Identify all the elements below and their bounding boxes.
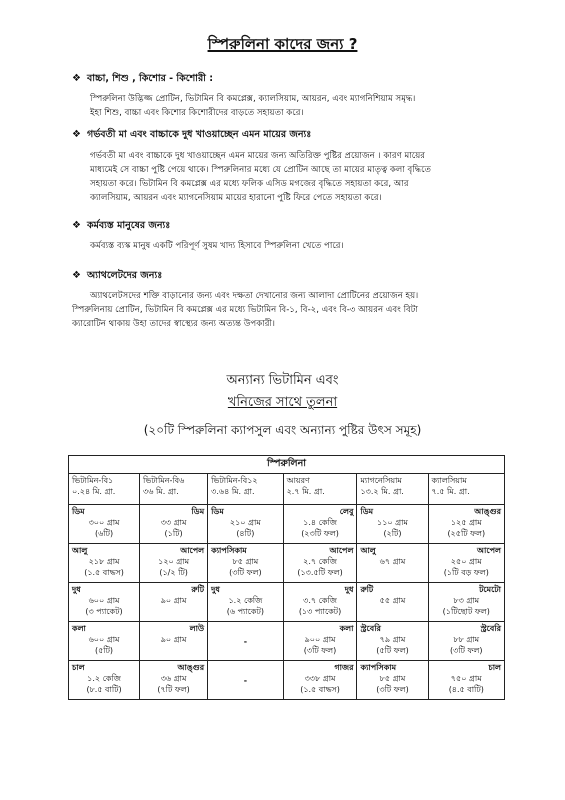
cell-name: দুধ [72, 585, 81, 594]
table-row [69, 544, 505, 583]
table-row [69, 583, 505, 622]
cell-name: - [243, 675, 248, 685]
comparison-caption: (২০টি স্পিরুলিনা ক্যাপসুল এবং অন্যান্য পুষ্টির উৎস সমূহ) [143, 423, 422, 437]
section-body [90, 239, 505, 253]
vitamin-amount: ২.৭ মি. গ্রা. [286, 487, 325, 496]
table-cell [357, 583, 428, 622]
cell-note: (৫টি ফল) [376, 646, 409, 655]
table-cell [69, 544, 140, 583]
cell-note: (৩ প্যাকেট) [85, 607, 123, 616]
cell-qty: ৬৭ গ্রাম [379, 557, 406, 566]
comparison-subtitle [0, 370, 565, 414]
cell-qty: ১.২ কেজি [228, 596, 263, 605]
table-cell [357, 505, 428, 544]
table-cell [69, 661, 140, 700]
cell-qty: ২৫০ গ্রাম [450, 557, 482, 566]
cell-name: আপেল [477, 546, 501, 555]
table-cell [283, 661, 357, 700]
vitamin-name: ভিটামিন-বি১ [72, 476, 114, 485]
section-heading: ❖ বাচ্চা, শিশু , কিশোর - কিশোরী : [72, 73, 213, 84]
cell-note: (৩টি ফল) [229, 568, 262, 577]
bullet-icon: ❖ [72, 73, 81, 84]
table-cell [140, 505, 208, 544]
cell-name: টমেটো [479, 585, 501, 594]
table-cell [208, 622, 283, 661]
vitamin-cell [428, 474, 504, 505]
table-header-row [69, 456, 505, 474]
table-cell [428, 622, 504, 661]
page-title: স্পিরুলিনা কাদের জন্য ? [207, 35, 358, 53]
vitamin-amount: ৩.৬৪ মি. গ্রা. [211, 487, 255, 496]
cell-qty: ৯০০ গ্রাম [304, 635, 336, 644]
vitamin-name: ক্যালসিয়াম [431, 476, 467, 485]
vitamin-amount: ৩৬ মি. গ্রা. [143, 487, 179, 496]
cell-name: আঙ্গুর [474, 507, 501, 516]
vitamin-name: আয়রণ [286, 476, 310, 485]
cell-qty: ৬০০ গ্রাম [88, 596, 120, 605]
cell-name: ডিম [211, 507, 224, 516]
cell-name: - [243, 636, 248, 646]
cell-note: (১টি বড় ফল) [443, 568, 489, 577]
table-row [69, 505, 505, 544]
cell-name: আলু [360, 546, 376, 555]
bullet-icon: ❖ [72, 270, 81, 281]
cell-qty: ৫৫ গ্রাম [379, 596, 406, 605]
cell-qty: ৮৫ গ্রাম [232, 557, 259, 566]
cell-name: দুধ [344, 585, 354, 594]
cell-name: দুধ [211, 585, 220, 594]
cell-name: ডিম [360, 507, 374, 516]
cell-qty: ৮৮ গ্রাম [453, 635, 480, 644]
table-cell [428, 583, 504, 622]
cell-name: আপেল [180, 546, 205, 555]
section-body [72, 289, 508, 331]
cell-name: কলা [72, 624, 86, 633]
cell-name: আঙ্গুর [177, 663, 205, 672]
table-cell [69, 505, 140, 544]
body-line: ইহা শিশু, বাচ্চা এবং কিশোর কিশোরীদের বাড়তে সহায়তা করে। [90, 108, 304, 118]
cell-name: রুটি [360, 585, 374, 594]
table-cell [140, 661, 208, 700]
cell-note: (২টি) [383, 529, 402, 538]
section-heading: ❖ গর্ভবতী মা এবং বাচ্চাকে দুধ খাওয়াচ্ছেন এমন মায়ের জন্যঃ [72, 129, 312, 140]
table-cell [428, 544, 504, 583]
body-line: গর্ভবতী মা এবং বাচ্চাকে দুধ খাওয়াচ্ছেন এমন মায়ের জন্য অতিরিক্ত পুষ্টির প্রয়োজন । কারণ মায়ের [90, 151, 426, 161]
cell-note: (১৩ প্যাকেট) [298, 607, 342, 616]
table-cell [428, 505, 504, 544]
cell-note: (২৩টি ফল) [301, 529, 339, 538]
cell-name: আপেল [329, 546, 354, 555]
cell-name: লেবু [339, 507, 354, 516]
vitamin-row [69, 474, 505, 505]
vitamin-name: ম্যাগনেসিয়াম [360, 476, 402, 485]
body-line: ক্যালসিয়াম, আয়রন এবং ম্যাগনেসিয়াম মায়ের হারানো পুষ্টি ফিরে পেতে সহায়তা করে। [90, 193, 382, 203]
bullet-icon: ❖ [72, 129, 81, 140]
cell-qty: ৮৫ গ্রাম [379, 674, 406, 683]
cell-note: (১টি) [164, 529, 183, 538]
cell-note: (৬ প্যাকেট) [226, 607, 264, 616]
cell-name: আলু [72, 546, 88, 555]
subtitle-line: অন্যান্য ভিটামিন এবং [226, 373, 339, 388]
section-body [90, 149, 505, 205]
table-cell [69, 622, 140, 661]
table-cell [208, 505, 283, 544]
cell-note: (১৩.৫টি ফল) [297, 568, 343, 577]
cell-qty: ২.৭ কেজি [303, 557, 337, 566]
cell-qty: ২১৮ গ্রাম [88, 557, 120, 566]
subtitle-line: খনিজের সাথে তুলনা [227, 395, 338, 410]
cell-note: (১.৫ বাদ্ধস) [84, 568, 124, 577]
cell-note: (১.৫ বাদ্ধস) [300, 685, 340, 694]
cell-qty: ৩.৭ কেজি [303, 596, 337, 605]
table-cell [283, 583, 357, 622]
cell-note: (৬টি) [94, 529, 114, 538]
cell-qty: ২১০ গ্রাম [229, 518, 261, 527]
cell-qty: ৩৬ গ্রাম [160, 674, 187, 683]
cell-name: ডিম [191, 507, 205, 516]
body-line: স্পিরুলিনায় প্রোটিন, ভিটামিন বি কমপ্লেক্স এর মধ্যে ভিটামিন বি-১, বি-২, এবং বি-৩ আয়রন এবং বিটা [72, 305, 418, 315]
table-cell [140, 622, 208, 661]
table-cell [208, 544, 283, 583]
cell-qty: ১.৪ কেজি [303, 518, 337, 527]
table-cell [357, 544, 428, 583]
cell-qty: ১২৫ গ্রাম [450, 518, 482, 527]
cell-name: ডিম [72, 507, 85, 516]
cell-note: (১টিছোট ফল) [442, 607, 490, 616]
cell-note: (৪.৫ বাটি) [448, 685, 484, 694]
cell-qty: ৯০ গ্রাম [160, 635, 187, 644]
table-header: স্পিরুলিনা [69, 456, 505, 474]
table-cell [283, 505, 357, 544]
bullet-icon: ❖ [72, 220, 81, 231]
cell-note: (৮.৫ বাটি) [86, 685, 122, 694]
table-cell [283, 544, 357, 583]
vitamin-cell [283, 474, 357, 505]
cell-qty: ৬০০ গ্রাম [88, 635, 120, 644]
cell-qty: ৯০ গ্রাম [160, 596, 187, 605]
cell-note: (৪টি) [236, 529, 255, 538]
body-line: মাধ্যমেই সে বাচ্চা পুষ্টি পেয়ে থাকে। স্পিরুলিনার মধ্যে যে প্রোটিন আছে তা মায়ের মাতৃত্ব কলা বৃদ্ধিতে [90, 165, 432, 175]
table-cell [140, 583, 208, 622]
cell-note: (৫টি) [94, 646, 114, 655]
cell-name: স্ট্রবেরি [360, 624, 381, 633]
table-row [69, 622, 505, 661]
table-row [69, 661, 505, 700]
cell-qty: ১.২ কেজি [87, 674, 121, 683]
cell-qty: ৩৩৮ গ্রাম [304, 674, 336, 683]
vitamin-name: ভিটামিন-বি৬ [143, 476, 185, 485]
cell-note: (২৫টি ফল) [447, 529, 486, 538]
cell-name: লাউ [189, 624, 205, 633]
cell-qty: ৩০০ গ্রাম [88, 518, 120, 527]
cell-qty: ৮৩ গ্রাম [453, 596, 480, 605]
cell-name: চাল [488, 663, 501, 672]
cell-qty: ১২০ গ্রাম [158, 557, 190, 566]
table-cell [357, 661, 428, 700]
cell-name: স্ট্রবেরি [480, 624, 501, 633]
table-cell [208, 661, 283, 700]
vitamin-amount: ১৩.২ মি. গ্রা. [360, 487, 404, 496]
cell-name: চাল [72, 663, 85, 672]
cell-note: (৩টি ফল) [376, 685, 409, 694]
cell-note: (১/২ টি) [159, 568, 188, 577]
cell-qty: ৭৯ গ্রাম [379, 635, 406, 644]
vitamin-cell [140, 474, 208, 505]
cell-qty: ৩৩ গ্রাম [160, 518, 187, 527]
cell-name: রুটি [191, 585, 205, 594]
vitamin-cell [357, 474, 428, 505]
vitamin-name: ভিটামিন-বি১২ [211, 476, 258, 485]
body-line: সহায়তা করে। ভিটামিন বি কমপ্লেক্স এর মধ্যে ফলিক এসিড মগজের বৃদ্ধিতে সহায়তা করে, আর [90, 179, 409, 189]
table-cell [69, 583, 140, 622]
cell-name: গাজর [334, 663, 354, 672]
body-line: কর্মব্যস্ত ব্যস্ক মানুষ একটি পরিপূর্ণ সুষম খাদ্য হিসাবে স্পিরুলিনা খেতে পারে। [90, 241, 344, 251]
table-cell [283, 622, 357, 661]
cell-name: ক্যাপসিকাম [360, 663, 397, 672]
vitamin-cell [208, 474, 283, 505]
section-heading: ❖ অ্যাথলেটদের জন্যঃ [72, 270, 163, 281]
vitamin-amount: ০.২৪ মি. গ্রা. [72, 487, 116, 496]
table-cell [140, 544, 208, 583]
table-cell [428, 661, 504, 700]
cell-qty: ১১০ গ্রাম [377, 518, 408, 527]
section-heading: ❖ কর্মব্যস্ত মানুষের জন্যঃ [72, 220, 171, 231]
body-line: ক্যারোটিন থাকায় উহা তাদের স্বাস্থ্যের জন্য অত্যন্ত উপকারী। [72, 319, 276, 329]
cell-name: ক্যাপসিকাম [211, 546, 247, 555]
vitamin-amount: ৭.৫ মি. গ্রা. [431, 487, 470, 496]
body-line: স্পিরুলিনা উদ্ভিজ্জ প্রোটিন, ভিটামিন বি কমপ্লেক্স, ক্যালসিয়াম, আয়রন, এবং ম্যাগনিশিয়াম সমৃদ্ধ। [90, 94, 416, 104]
comparison-table [68, 455, 505, 700]
cell-name: কলা [339, 624, 354, 633]
table-cell [357, 622, 428, 661]
cell-qty: ৭৫০ গ্রাম [450, 674, 482, 683]
body-line: অ্যাথলেটসদের শক্তি বাড়ানোর জন্য এবং দক্ষতা দেখানোর জন্য আলাদা প্রোটিনের প্রয়োজন হয়। [90, 291, 419, 301]
table-cell [208, 583, 283, 622]
cell-note: (৩টি ফল) [303, 646, 337, 655]
cell-note: (৭টি ফল) [157, 685, 190, 694]
section-body [90, 92, 505, 120]
cell-note: (৩টি ফল) [450, 646, 483, 655]
vitamin-cell [69, 474, 140, 505]
